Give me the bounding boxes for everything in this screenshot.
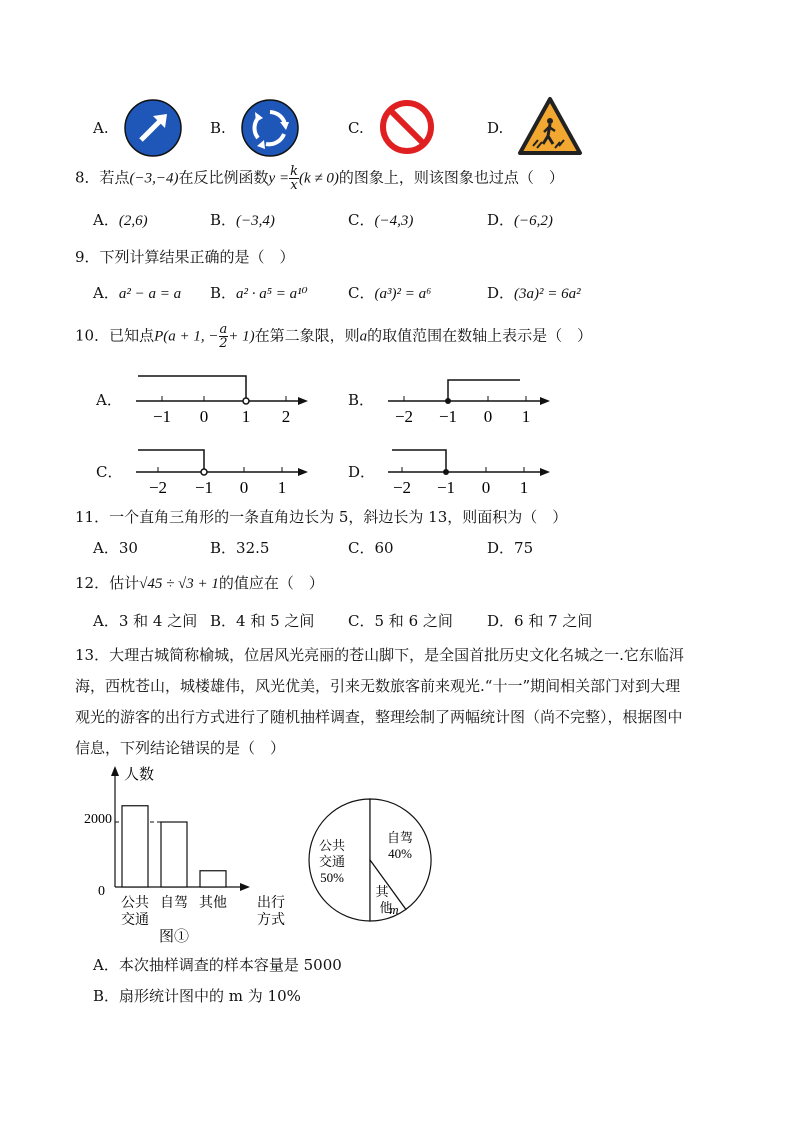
q7-option-b-label: B. xyxy=(210,119,226,137)
q12-prefix: 12．估计 xyxy=(75,574,140,592)
q9-option-a: A．a² − a = a xyxy=(93,284,182,302)
q12-option-b: B．4 和 5 之间 xyxy=(210,612,315,630)
q10-number-line-c xyxy=(132,442,312,498)
bar-category-label-0-line2: 交通 xyxy=(121,913,149,928)
q10-point-right: + 1) xyxy=(228,328,255,345)
q12-stem xyxy=(75,573,324,594)
pedestrian-warning-sign-icon xyxy=(517,96,583,156)
bar-2 xyxy=(200,871,226,887)
pie-label-0-line1: 交通 xyxy=(318,854,346,869)
q7-option-a-label: A. xyxy=(93,119,109,137)
q8-point: (−3,−4) xyxy=(129,170,179,187)
bar-category-label-1: 自驾 xyxy=(160,896,188,911)
q10-option-b-label: B． xyxy=(348,391,375,409)
q10-prefix: 10．已知点 xyxy=(75,326,155,345)
q8-func-left: y = xyxy=(268,170,290,187)
bar-category-label-2: 其他 xyxy=(199,896,227,911)
q10-frac-den: 2 xyxy=(219,336,228,351)
q10-var: a xyxy=(359,328,368,345)
bar-0 xyxy=(122,806,148,887)
q10-option-a-label: A． xyxy=(96,391,122,409)
svg-text:1: 1 xyxy=(241,407,251,426)
svg-text:0: 0 xyxy=(481,478,491,497)
pie-value-label-1: 40% xyxy=(388,846,412,861)
q13-line-3: 观光的游客的出行方式进行了随机抽样调查，整理绘制了两幅统计图（尚不完整），根据图中 xyxy=(75,708,683,726)
svg-text:−1: −1 xyxy=(436,478,456,497)
q11-option-d: D．75 xyxy=(487,539,534,557)
q8-option-d: D．(−6,2) xyxy=(487,211,553,229)
q8-stem xyxy=(75,165,564,192)
q8-mid: 在反比例函数 xyxy=(178,168,269,187)
q7-option-d-label: D. xyxy=(487,119,504,137)
prohibition-sign-icon xyxy=(378,98,436,156)
pie-label-0-line0: 公共 xyxy=(318,838,346,853)
bar-chart-xlabel-2: 方式 xyxy=(257,913,285,928)
svg-text:1: 1 xyxy=(277,478,287,497)
arrow-sign-icon xyxy=(123,98,183,158)
q12-suffix: 的值应在（ ） xyxy=(218,574,324,592)
q8-fraction xyxy=(289,165,299,192)
svg-text:−2: −2 xyxy=(394,407,414,426)
q13-line-2: 海，西枕苍山，城楼雄伟，风光优美，引来无数旅客前来观光.“十一”期间相关部门对到大理 xyxy=(75,677,681,695)
svg-text:−1: −1 xyxy=(194,478,214,497)
pie-value-label-0: 50% xyxy=(320,870,344,885)
q11-stem: 11．一个直角三角形的一条直角边长为 5，斜边长为 13，则面积为（ ） xyxy=(75,508,568,526)
bar-chart-ytick-2000: 2000 xyxy=(84,812,112,827)
bar-chart-xlabel-1: 出行 xyxy=(257,896,285,911)
pie-label-2-line0: 其 xyxy=(375,884,389,899)
bar-1 xyxy=(161,822,187,887)
svg-text:2: 2 xyxy=(281,407,291,426)
q9-stem: 9．下列计算结果正确的是（ ） xyxy=(75,248,295,266)
svg-text:1: 1 xyxy=(521,407,531,426)
q13-option-a: A．本次抽样调查的样本容量是 5000 xyxy=(93,956,342,974)
bar-chart xyxy=(70,762,295,947)
bar-category-label-0: 公共 xyxy=(121,896,149,911)
q8-option-c: C．(−4,3) xyxy=(348,211,414,229)
q11-option-b: B．32.5 xyxy=(210,539,270,557)
q10-option-c-label: C． xyxy=(96,463,123,481)
svg-text:−2: −2 xyxy=(148,478,168,497)
q10-suffix: 在第二象限，则 xyxy=(254,326,360,345)
q12-option-a: A．3 和 4 之间 xyxy=(93,612,198,630)
q10-number-line-b xyxy=(384,368,554,426)
q10-suffix2: 的取值范围在数轴上表示是（ ） xyxy=(367,326,593,345)
q13-line-1: 13．大理古城简称榆城，位居风光亮丽的苍山脚下，是全国首批历史文化名城之一.它东临洱 xyxy=(75,646,684,664)
svg-text:1: 1 xyxy=(519,478,529,497)
q8-frac-num: k xyxy=(290,164,298,179)
q10-number-line-d xyxy=(384,442,554,498)
q11-option-c: C．60 xyxy=(348,539,394,557)
q7-option-c-label: C. xyxy=(348,119,364,137)
bar-chart-title: 图① xyxy=(158,929,190,945)
q12-expr: √45 ÷ √3 + 1 xyxy=(139,576,219,592)
q10-point-left: P(a + 1, − xyxy=(154,328,219,345)
q8-prefix: 8．若点 xyxy=(75,168,130,187)
svg-text:−1: −1 xyxy=(152,407,172,426)
q10-fraction xyxy=(219,323,229,350)
q8-frac-den: x xyxy=(290,178,298,193)
svg-text:−1: −1 xyxy=(438,407,458,426)
q13-line-4: 信息，下列结论错误的是（ ） xyxy=(75,739,286,757)
q8-cond: (k ≠ 0) xyxy=(298,170,339,187)
pie-value-label-2: m xyxy=(389,902,399,917)
q10-number-line-a xyxy=(132,368,312,426)
q8-option-b: B．(−3,4) xyxy=(210,211,275,229)
q10-frac-num: a xyxy=(219,322,228,337)
q12-option-c: C．5 和 6 之间 xyxy=(348,612,453,630)
pie-chart xyxy=(300,790,440,930)
q9-option-c: C．(a³)² = a⁶ xyxy=(348,284,432,302)
q11-option-a: A．30 xyxy=(93,539,138,557)
q8-suffix: 的图象上，则该图象也过点（ ） xyxy=(338,168,564,187)
bar-chart-ylabel: 人数 xyxy=(124,767,155,783)
svg-text:−2: −2 xyxy=(392,478,412,497)
q9-option-b: B．a² · a⁵ = a¹⁰ xyxy=(210,284,308,302)
roundabout-sign-icon xyxy=(240,98,300,158)
q9-option-d: D．(3a)² = 6a² xyxy=(487,284,581,302)
q10-stem xyxy=(75,323,592,350)
pie-label-1-line0: 自驾 xyxy=(386,830,414,845)
bar-chart-ytick-0: 0 xyxy=(98,884,105,899)
svg-text:0: 0 xyxy=(483,407,493,426)
svg-text:0: 0 xyxy=(239,478,249,497)
bar-chart-marks xyxy=(115,806,227,928)
q13-option-b: B．扇形统计图中的 m 为 10% xyxy=(93,987,301,1005)
pie-chart-marks xyxy=(309,799,431,921)
q8-option-a: A．(2,6) xyxy=(93,211,148,229)
q12-option-d: D．6 和 7 之间 xyxy=(487,612,593,630)
svg-text:0: 0 xyxy=(199,407,209,426)
q10-option-d-label: D． xyxy=(348,463,376,481)
pie-label-2-line1: 他 xyxy=(379,900,393,915)
